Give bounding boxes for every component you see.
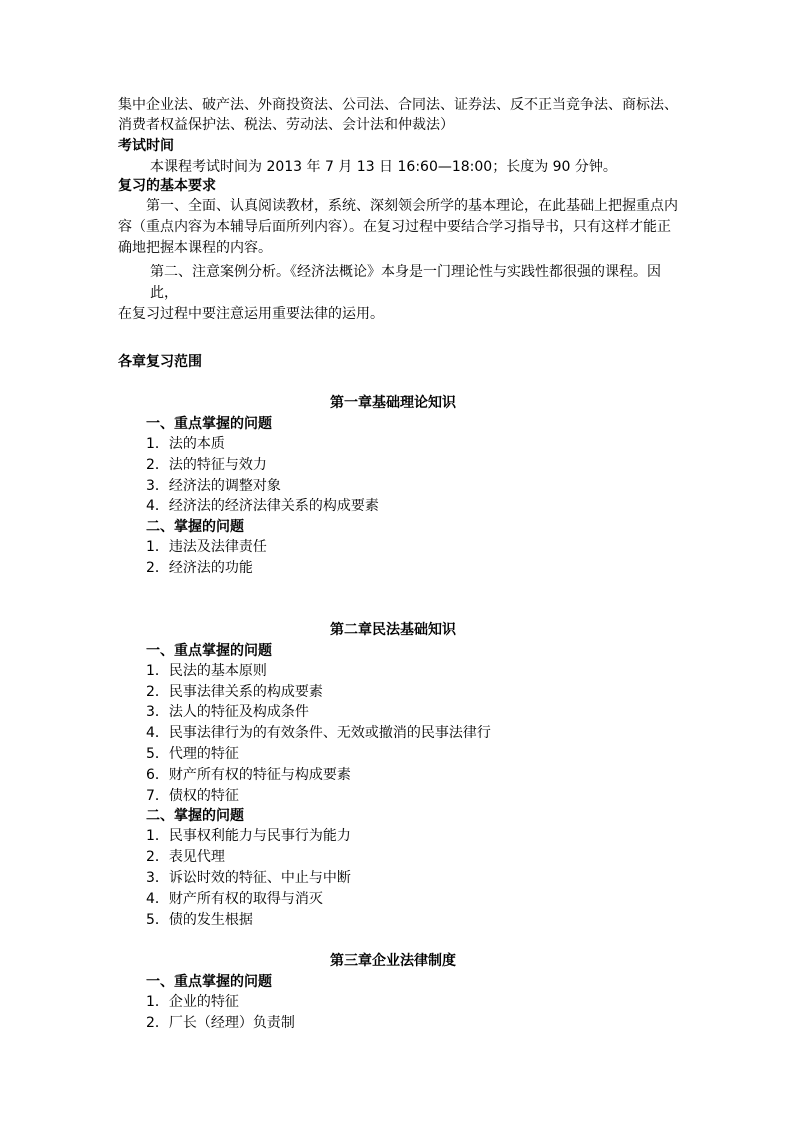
requirements-heading: 复习的基本要求 bbox=[118, 178, 216, 194]
list-item: 5．债的发生根据 bbox=[146, 911, 253, 928]
section-title: 一、重点掌握的问题 bbox=[146, 974, 272, 991]
list-item: 1．企业的特征 bbox=[146, 994, 239, 1011]
requirements-para-2 bbox=[118, 262, 678, 325]
list-item: 2．厂长（经理）负责制 bbox=[146, 1015, 295, 1032]
chapter-title: 第三章企业法律制度 bbox=[330, 953, 456, 970]
exam-time-text: 本课程考试时间为 2013 年 7 月 13 日 16:60—18:00；长度为 90 分钟。 bbox=[150, 159, 617, 175]
list-item: 1．法的本质 bbox=[146, 436, 225, 452]
list-item: 4．财产所有权的取得与消灭 bbox=[146, 890, 323, 907]
para1-line: 第一、全面、认真阅读教材，系统、深刻领会所学的基本理论，在此基础上把握重点内 bbox=[146, 198, 678, 214]
document-page bbox=[118, 94, 678, 1034]
list-item: 2．法的特征与效力 bbox=[146, 456, 267, 473]
intro-line-2: 消费者权益保护法、税法、劳动法、会计法和仲裁法） bbox=[118, 117, 454, 133]
intro-line-1: 集中企业法、破产法、外商投资法、公司法、合同法、证券法、反不正当竞争法、商标法、 bbox=[118, 97, 678, 113]
chapter-title: 第二章民法基础知识 bbox=[330, 621, 456, 638]
list-item: 6．财产所有权的特征与构成要素 bbox=[146, 766, 351, 783]
para2-line: 第二、注意案例分析。《经济法概论》本身是一门理论性与实践性都很强的课程。因此， bbox=[150, 264, 661, 301]
list-item: 7．债权的特征 bbox=[146, 787, 239, 804]
list-item: 2．经济法的功能 bbox=[146, 559, 253, 576]
para2-line: 在复习过程中要注意运用重要法律的运用。 bbox=[118, 306, 384, 322]
list-item: 5．代理的特征 bbox=[146, 745, 239, 762]
chapter-3 bbox=[118, 950, 678, 1034]
list-item: 1．民法的基本原则 bbox=[146, 662, 267, 679]
section-title: 二、掌握的问题 bbox=[146, 808, 244, 825]
chapter-1 bbox=[118, 392, 678, 579]
list-item: 2．民事法律关系的构成要素 bbox=[146, 683, 323, 700]
section-title: 二、掌握的问题 bbox=[146, 519, 244, 536]
list-item: 3．诉讼时效的特征、中止与中断 bbox=[146, 869, 351, 886]
list-item: 3．经济法的调整对象 bbox=[146, 477, 281, 494]
exam-time-heading: 考试时间 bbox=[118, 138, 174, 154]
list-item: 4．经济法的经济法律关系的构成要素 bbox=[146, 498, 379, 515]
chapter-title: 第一章基础理论知识 bbox=[330, 395, 456, 411]
list-item: 4．民事法律行为的有效条件、无效或撤消的民事法律行 bbox=[146, 725, 491, 742]
chapter-2 bbox=[118, 619, 678, 931]
para1-line: 容（重点内容为本辅导后面所列内容）。在复习过程中要结合学习指导书，只有这样才能正 bbox=[118, 219, 671, 235]
list-item: 1．民事权利能力与民事行为能力 bbox=[146, 828, 351, 845]
section-title: 一、重点掌握的问题 bbox=[146, 416, 272, 432]
para1-line: 确地把握本课程的内容。 bbox=[118, 240, 272, 256]
list-item: 3．法人的特征及构成条件 bbox=[146, 704, 309, 721]
scope-heading: 各章复习范围 bbox=[118, 354, 202, 370]
list-item: 1．违法及法律责任 bbox=[146, 539, 267, 556]
requirements-para-1 bbox=[118, 196, 678, 259]
list-item: 2．表见代理 bbox=[146, 849, 225, 866]
section-title: 一、重点掌握的问题 bbox=[146, 642, 272, 659]
